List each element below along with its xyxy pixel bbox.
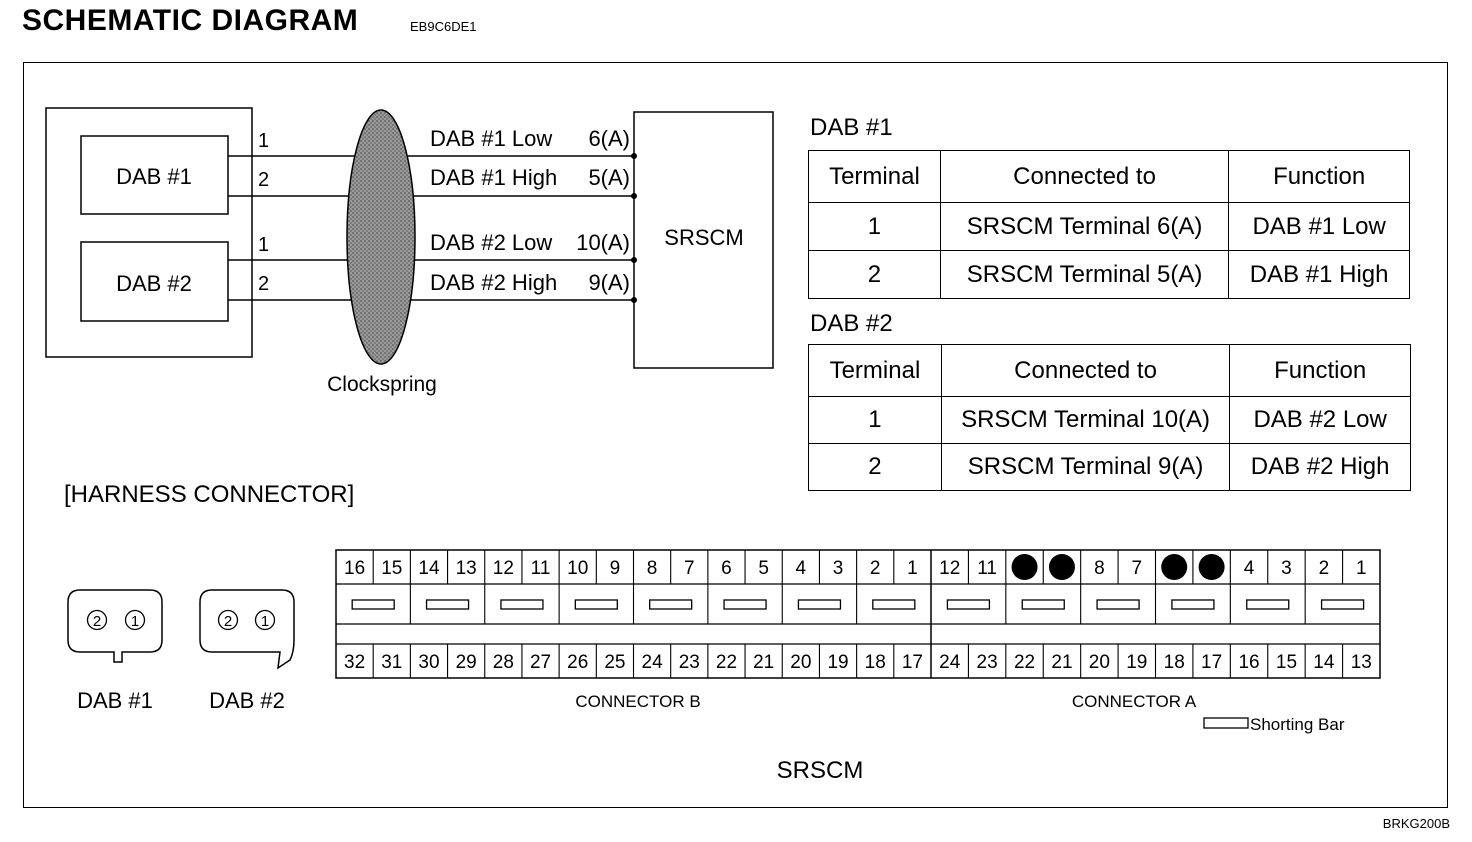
table-cell: SRSCM Terminal 5(A) xyxy=(940,251,1228,299)
harness-title: [HARNESS CONNECTOR] xyxy=(64,481,355,508)
connector-b-pin-top-label: 9 xyxy=(609,558,621,579)
connector-a-pin-bottom-label: 21 xyxy=(1051,652,1073,673)
table-cell: 2 xyxy=(809,444,942,491)
connector-a-pin-bottom-label: 14 xyxy=(1313,652,1335,673)
connector-a-pin-bottom-label: 16 xyxy=(1238,652,1260,673)
connector-a-pin-bottom-label: 17 xyxy=(1201,652,1223,673)
harness-dab1-label: DAB #1 xyxy=(77,688,153,713)
connector-b-pin-bottom-label: 28 xyxy=(492,652,514,673)
connector-a-shorting-bar xyxy=(1247,600,1289,609)
page-title: SCHEMATIC DIAGRAM xyxy=(22,4,359,37)
table-cell: 1 xyxy=(809,203,941,251)
table-header: Terminal xyxy=(809,151,941,203)
table-cell: DAB #2 High xyxy=(1230,444,1411,491)
connector-a-pin-bottom-label: 20 xyxy=(1088,652,1110,673)
dab2-pin-text-2: 2 xyxy=(223,613,233,630)
connector-b-pin-bottom-label: 19 xyxy=(827,652,849,673)
connector-b-pin-bottom-label: 17 xyxy=(901,652,923,673)
table-row xyxy=(809,444,1411,491)
connector-a-pin-bottom-label: 18 xyxy=(1163,652,1185,673)
connector-a-pin-top-label: 3 xyxy=(1281,558,1292,579)
connector-a-pin-bottom-label: 23 xyxy=(976,652,998,673)
table-header: Function xyxy=(1229,151,1410,203)
connector-a-label: CONNECTOR A xyxy=(1071,692,1197,711)
connector-a-pin-top-label: 4 xyxy=(1243,558,1255,579)
connector-b-pin-bottom-label: 23 xyxy=(678,652,700,673)
dab2-pin-text-1: 1 xyxy=(260,613,270,630)
wire-terminal-2: 5(A) xyxy=(588,165,630,190)
connector-a-pin-top-label: 12 xyxy=(939,558,961,579)
dab2-connector-shape xyxy=(200,590,294,668)
table-header-row xyxy=(809,151,1410,203)
connector-b-pin-top-label: 6 xyxy=(721,558,732,579)
connector-a-pin-bottom-label: 19 xyxy=(1126,652,1148,673)
connector-a-pin-top-label: 1 xyxy=(1356,558,1367,579)
srscm-box-label: SRSCM xyxy=(664,225,744,250)
connector-b-pin-top-label: 3 xyxy=(832,558,844,579)
table-cell: SRSCM Terminal 9(A) xyxy=(941,444,1229,491)
connector-b-pin-top-label: 13 xyxy=(455,558,477,579)
connector-a-shorting-bar xyxy=(1097,600,1139,609)
wire-label-4: DAB #2 High xyxy=(430,270,558,295)
dab1-pin-text-1: 1 xyxy=(130,613,140,630)
connector-b-pin-bottom-label: 31 xyxy=(381,652,403,673)
connector-a-pin-top-label: 8 xyxy=(1094,558,1105,579)
dab2-box-label: DAB #2 xyxy=(116,271,192,296)
connector-b-shorting-bar xyxy=(724,600,766,609)
connector-b-pin-bottom-label: 22 xyxy=(715,652,738,673)
dab1-connector-shape xyxy=(68,590,162,662)
table-row xyxy=(809,251,1410,299)
junction-dot xyxy=(631,297,637,303)
connector-b-shorting-bar xyxy=(650,600,692,609)
connector-b-pin-bottom-label: 27 xyxy=(529,652,552,673)
dab1-pin-text-2: 2 xyxy=(92,613,102,630)
connector-a-pin-bottom-label: 22 xyxy=(1013,652,1036,673)
connector-b-pin-top-label: 15 xyxy=(381,558,403,579)
connector-b-pin-bottom-label: 24 xyxy=(641,652,663,673)
connector-b-pin-bottom-label: 29 xyxy=(455,652,477,673)
connector-a-pin-top-label: 2 xyxy=(1318,558,1330,579)
shorting-bar-label: Shorting Bar xyxy=(1250,715,1345,734)
table-cell: DAB #2 Low xyxy=(1230,397,1411,444)
connector-b-shorting-bar xyxy=(798,600,840,609)
srscm-bottom-label: SRSCM xyxy=(776,757,864,784)
table-header-row xyxy=(809,345,1411,397)
table-cell: SRSCM Terminal 10(A) xyxy=(941,397,1229,444)
connector-b-pin-bottom-label: 30 xyxy=(418,652,440,673)
connector-b-pin-top-label: 16 xyxy=(344,558,366,579)
connector-b-pin-top-label: 7 xyxy=(683,558,695,579)
footer-code: BRKG200B xyxy=(1382,816,1450,831)
connector-b-pin-bottom-label: 26 xyxy=(567,652,589,673)
steering-wheel-box xyxy=(46,108,252,357)
dab1-pin2: 2 xyxy=(258,169,270,191)
table-cell: DAB #1 High xyxy=(1229,251,1410,299)
connector-b-pin-bottom-label: 20 xyxy=(790,652,812,673)
connector-b-shorting-bar xyxy=(873,600,915,609)
table-header: Function xyxy=(1230,345,1411,397)
shorting-bar-legend-icon xyxy=(1204,718,1248,728)
connector-b-pin-top-label: 1 xyxy=(907,558,918,579)
wire-label-2: DAB #1 High xyxy=(430,165,558,190)
connector-b-pin-top-label: 5 xyxy=(758,558,769,579)
connector-b-shorting-bar xyxy=(352,600,394,609)
table-row xyxy=(809,203,1410,251)
connector-b-pin-bottom-label: 18 xyxy=(864,652,886,673)
connector-b-pin-bottom-label: 21 xyxy=(753,652,775,673)
table-row xyxy=(809,397,1411,444)
clockspring-label: Clockspring xyxy=(327,373,437,396)
dab1-pin1: 1 xyxy=(258,130,270,152)
connector-a-pin-filled xyxy=(1049,554,1075,580)
junction-dot xyxy=(631,193,637,199)
junction-dot xyxy=(631,257,637,263)
connector-a-shorting-bar xyxy=(1022,600,1064,609)
table-dab1 xyxy=(808,150,1410,299)
connector-a-pin-top-label: 11 xyxy=(977,558,997,579)
junction-dot xyxy=(631,153,637,159)
connector-a-pin-bottom-label: 24 xyxy=(939,652,961,673)
connector-a-shorting-bar xyxy=(1322,600,1364,609)
wire-terminal-4: 9(A) xyxy=(588,270,630,295)
connector-b-pin-top-label: 2 xyxy=(869,558,881,579)
wire-terminal-3: 10(A) xyxy=(576,230,630,255)
connector-b-pin-top-label: 8 xyxy=(646,558,658,579)
table-header: Terminal xyxy=(809,345,942,397)
clockspring-ellipse xyxy=(347,110,415,364)
table-dab2-title: DAB #2 xyxy=(810,310,893,337)
connector-b-pin-top-label: 11 xyxy=(530,558,551,579)
table-cell: 2 xyxy=(809,251,941,299)
connector-b-pin-top-label: 4 xyxy=(795,558,807,579)
dab2-pin1: 1 xyxy=(258,234,270,256)
harness-dab2-label: DAB #2 xyxy=(209,688,285,713)
connector-a-pin-bottom-label: 13 xyxy=(1350,652,1372,673)
connector-b-pin-top-label: 14 xyxy=(418,558,440,579)
wire-label-1: DAB #1 Low xyxy=(430,126,553,151)
table-cell: SRSCM Terminal 6(A) xyxy=(940,203,1228,251)
wire-label-3: DAB #2 Low xyxy=(430,230,553,255)
table-header: Connected to xyxy=(941,345,1229,397)
connector-a-shorting-bar xyxy=(1172,600,1214,609)
connector-a-pin-bottom-label: 15 xyxy=(1275,652,1298,673)
connector-b-shorting-bar xyxy=(501,600,543,609)
connector-a-pin-filled xyxy=(1012,554,1038,580)
connector-b-pin-bottom-label: 25 xyxy=(604,652,626,673)
table-dab1-title: DAB #1 xyxy=(810,114,893,141)
connector-a-pin-filled xyxy=(1161,554,1187,580)
connector-a-shorting-bar xyxy=(947,600,989,609)
connector-b-pin-top-label: 12 xyxy=(492,558,514,579)
connector-b-pin-bottom-label: 32 xyxy=(344,652,366,673)
wire-terminal-1: 6(A) xyxy=(588,126,630,151)
table-cell: DAB #1 Low xyxy=(1229,203,1410,251)
table-cell: 1 xyxy=(809,397,942,444)
connector-a-pin-top-label: 7 xyxy=(1131,558,1143,579)
page-code: EB9C6DE1 xyxy=(410,19,477,34)
connector-a-pin-filled xyxy=(1199,554,1225,580)
srscm-connector xyxy=(336,550,1380,678)
table-header: Connected to xyxy=(940,151,1228,203)
connector-b-shorting-bar xyxy=(575,600,617,609)
connector-b-shorting-bar xyxy=(427,600,469,609)
dab1-box-label: DAB #1 xyxy=(116,164,192,189)
connector-b-pin-top-label: 10 xyxy=(567,558,589,579)
connector-b-label: CONNECTOR B xyxy=(575,692,701,711)
table-dab2 xyxy=(808,344,1411,491)
dab2-pin2: 2 xyxy=(258,273,270,295)
